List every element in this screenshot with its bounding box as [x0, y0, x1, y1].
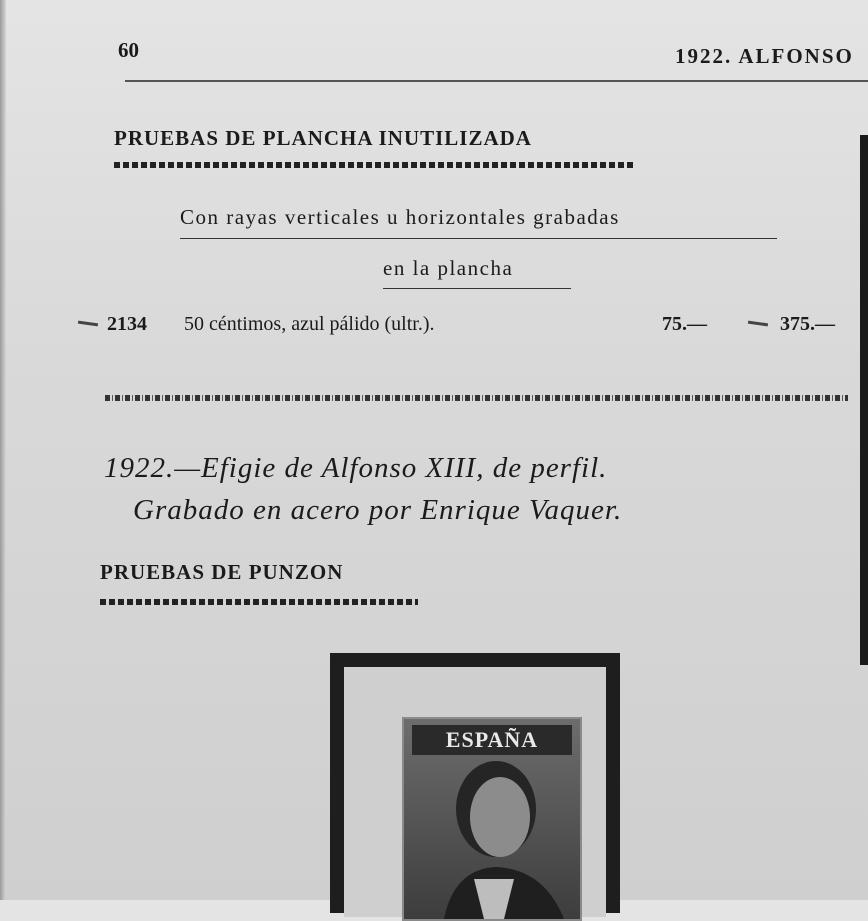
section-title-dotted-rule: [114, 162, 634, 168]
page-number: 60: [118, 38, 139, 62]
section-title-plancha: PRUEBAS DE PLANCHA INUTILIZADA: [114, 126, 532, 150]
subheading-underline: [180, 238, 777, 239]
margin-black-bar: [860, 135, 868, 665]
catalog-number: 2134: [107, 313, 147, 335]
portrait-silhouette: [404, 719, 580, 919]
section-separator-rule: [105, 395, 848, 401]
subheading-line1: Con rayas verticales u horizontales grabadas: [180, 205, 620, 229]
punzon-dotted-rule: [100, 599, 418, 605]
issue-heading-line2: Grabado en acero por Enrique Vaquer.: [133, 494, 623, 526]
stamp-proof-frame: [330, 653, 620, 913]
price-check-mark: [748, 321, 768, 327]
section-title-punzon: PRUEBAS DE PUNZON: [100, 560, 344, 584]
subheading-underline-2: [383, 288, 571, 289]
price-unused: 75.—: [662, 313, 707, 335]
stamp-portrait-image: [402, 717, 582, 921]
price-used: 375.—: [780, 313, 835, 335]
catalog-description: 50 céntimos, azul pálido (ultr.).: [184, 313, 435, 335]
issue-heading-line1: 1922.—Efigie de Alfonso XIII, de perfil.: [104, 452, 608, 484]
catalog-check-mark: [78, 321, 98, 327]
stamp-proof-paper: [344, 667, 606, 917]
stamp-country-label: ESPAÑA: [412, 725, 572, 755]
running-header: 1922. ALFONSO: [675, 44, 854, 68]
header-rule: [125, 80, 868, 82]
page-edge-shadow: [0, 0, 6, 900]
subheading-line2: en la plancha: [383, 256, 514, 280]
